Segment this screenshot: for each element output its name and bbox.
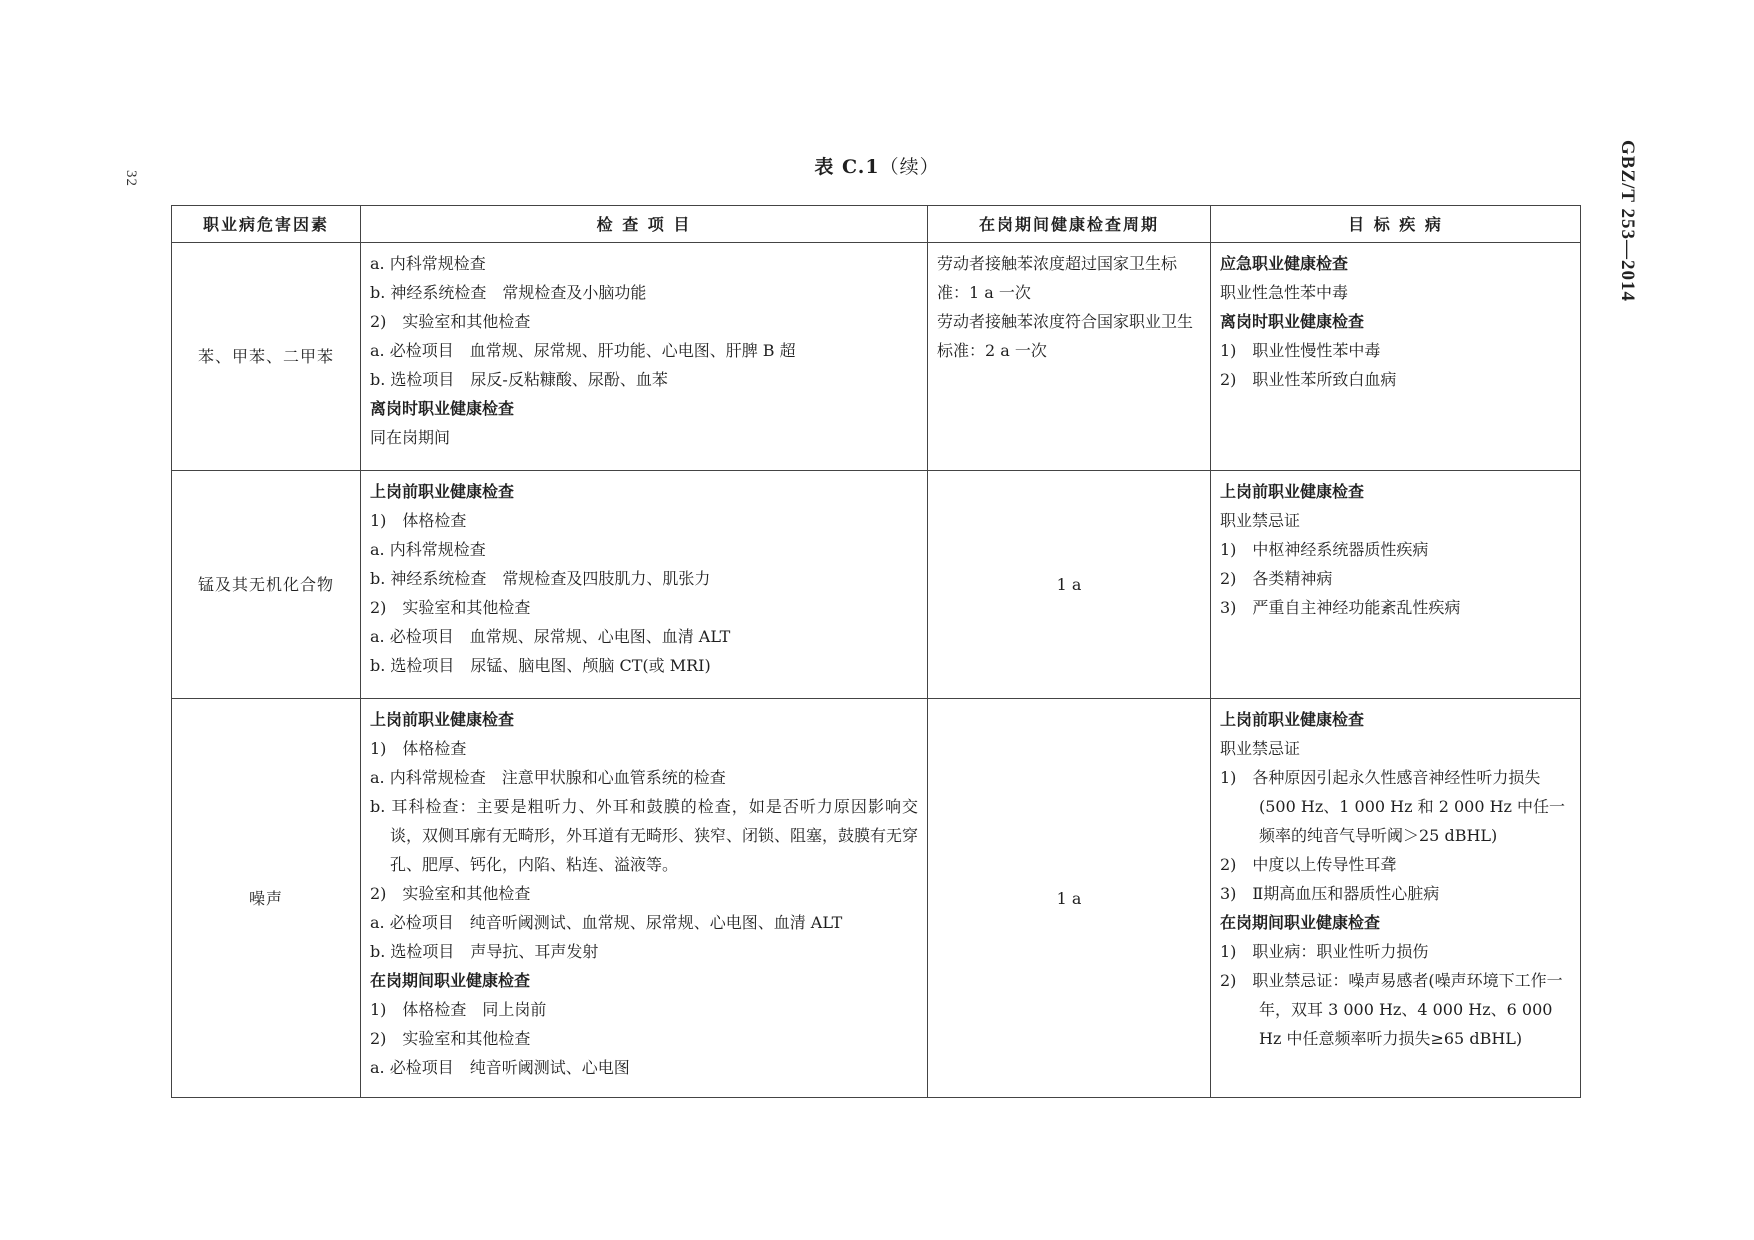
disease-line: 2) 中度以上传导性耳聋 [1220, 855, 1397, 874]
disease-section-heading: 在岗期间职业健康检查 [1220, 913, 1381, 932]
table-title-label: 表 C.1 [814, 156, 880, 178]
disease-line: 1) 职业病：职业性听力损伤 [1220, 942, 1429, 961]
factor-cell: 苯、甲苯、二甲苯 [172, 243, 361, 471]
items-cell [361, 471, 928, 699]
table-title-continued: （续） [879, 156, 940, 178]
disease-section-heading: 离岗时职业健康检查 [1220, 312, 1365, 331]
item-line: a. 内科常规检查 [370, 540, 486, 559]
disease-line: 2) 职业性苯所致白血病 [1220, 370, 1397, 389]
disease-line: 职业禁忌证 [1220, 739, 1301, 758]
diseases-cell [1211, 699, 1581, 1098]
item-line: a. 必检项目 纯音听阈测试、血常规、尿常规、心电图、血清 ALT [370, 913, 843, 932]
period-cell: 1 a [928, 471, 1211, 699]
item-line: b. 选检项目 声导抗、耳声发射 [370, 942, 599, 961]
diseases-cell [1211, 471, 1581, 699]
item-line: 2) 实验室和其他检查 [370, 312, 531, 331]
page-number: 32 [123, 170, 139, 187]
factor-cell: 噪声 [172, 699, 361, 1098]
item-line: b. 神经系统检查 常规检查及小脑功能 [370, 283, 647, 302]
disease-line: 职业性急性苯中毒 [1220, 283, 1349, 302]
disease-section-heading: 应急职业健康检查 [1220, 254, 1349, 273]
items-cell [361, 243, 928, 471]
item-section-heading: 离岗时职业健康检查 [370, 399, 515, 418]
table-title [0, 152, 1754, 179]
item-line: b. 耳科检查：主要是粗听力、外耳和鼓膜的检查，如是否听力原因影响交谈，双侧耳廓有无畸形，外耳道有无畸形、狭窄、闭锁、阻塞，鼓膜有无穿孔、肥厚、钙化，内陷、粘连、溢液等。 [370, 797, 919, 874]
disease-section-heading: 上岗前职业健康检查 [1220, 482, 1365, 501]
period-line: 劳动者接触苯浓度符合国家职业卫生标准：2 a 一次 [937, 312, 1194, 360]
item-line: 2) 实验室和其他检查 [370, 1029, 531, 1048]
factor-cell: 锰及其无机化合物 [172, 471, 361, 699]
disease-line: 1) 各种原因引起永久性感音神经性听力损失(500 Hz、1 000 Hz 和 2 000 Hz 中任一频率的纯音气导听阈＞25 dBHL) [1220, 768, 1566, 845]
period-line: 劳动者接触苯浓度超过国家卫生标准：1 a 一次 [937, 254, 1178, 302]
exam-table [171, 205, 1581, 1098]
header-factor: 职业病危害因素 [172, 206, 361, 243]
item-line: 1) 体格检查 同上岗前 [370, 1000, 547, 1019]
disease-line: 2) 职业禁忌证：噪声易感者(噪声环境下工作一年，双耳 3 000 Hz、4 000 Hz、6 000 Hz 中任意频率听力损失≥65 dBHL) [1220, 971, 1563, 1048]
disease-line: 2) 各类精神病 [1220, 569, 1333, 588]
period-cell: 1 a [928, 699, 1211, 1098]
item-line: b. 选检项目 尿锰、脑电图、颅脑 CT(或 MRI) [370, 656, 711, 675]
header-period: 在岗期间健康检查周期 [928, 206, 1211, 243]
item-line: 同在岗期间 [370, 428, 451, 447]
disease-line: 1) 职业性慢性苯中毒 [1220, 341, 1381, 360]
disease-line: 1) 中枢神经系统器质性疾病 [1220, 540, 1429, 559]
item-line: b. 选检项目 尿反-反粘糠酸、尿酚、血苯 [370, 370, 668, 389]
disease-line: 3) 严重自主神经功能紊乱性疾病 [1220, 598, 1461, 617]
table-row-manganese [172, 471, 1581, 699]
disease-line: 3) Ⅱ期高血压和器质性心脏病 [1220, 884, 1440, 903]
item-line: a. 必检项目 血常规、尿常规、心电图、血清 ALT [370, 627, 731, 646]
item-line: a. 必检项目 纯音听阈测试、心电图 [370, 1058, 630, 1077]
diseases-cell [1211, 243, 1581, 471]
item-line: 1) 体格检查 [370, 739, 467, 758]
standard-code: GBZ/T 253—2014 [1617, 140, 1638, 302]
item-section-heading: 上岗前职业健康检查 [370, 710, 515, 729]
item-line: a. 必检项目 血常规、尿常规、肝功能、心电图、肝脾 B 超 [370, 341, 796, 360]
period-cell [928, 243, 1211, 471]
table-header-row [172, 206, 1581, 243]
item-line: b. 神经系统检查 常规检查及四肢肌力、肌张力 [370, 569, 711, 588]
items-cell [361, 699, 928, 1098]
item-line: 2) 实验室和其他检查 [370, 884, 531, 903]
table-row-noise [172, 699, 1581, 1098]
item-section-heading: 在岗期间职业健康检查 [370, 971, 531, 990]
item-line: a. 内科常规检查 [370, 254, 486, 273]
header-items: 检 查 项 目 [361, 206, 928, 243]
item-line: a. 内科常规检查 注意甲状腺和心血管系统的检查 [370, 768, 726, 787]
item-section-heading: 上岗前职业健康检查 [370, 482, 515, 501]
table-row-benzene [172, 243, 1581, 471]
disease-line: 职业禁忌证 [1220, 511, 1301, 530]
item-line: 2) 实验室和其他检查 [370, 598, 531, 617]
item-line: 1) 体格检查 [370, 511, 467, 530]
disease-section-heading: 上岗前职业健康检查 [1220, 710, 1365, 729]
header-diseases: 目 标 疾 病 [1211, 206, 1581, 243]
